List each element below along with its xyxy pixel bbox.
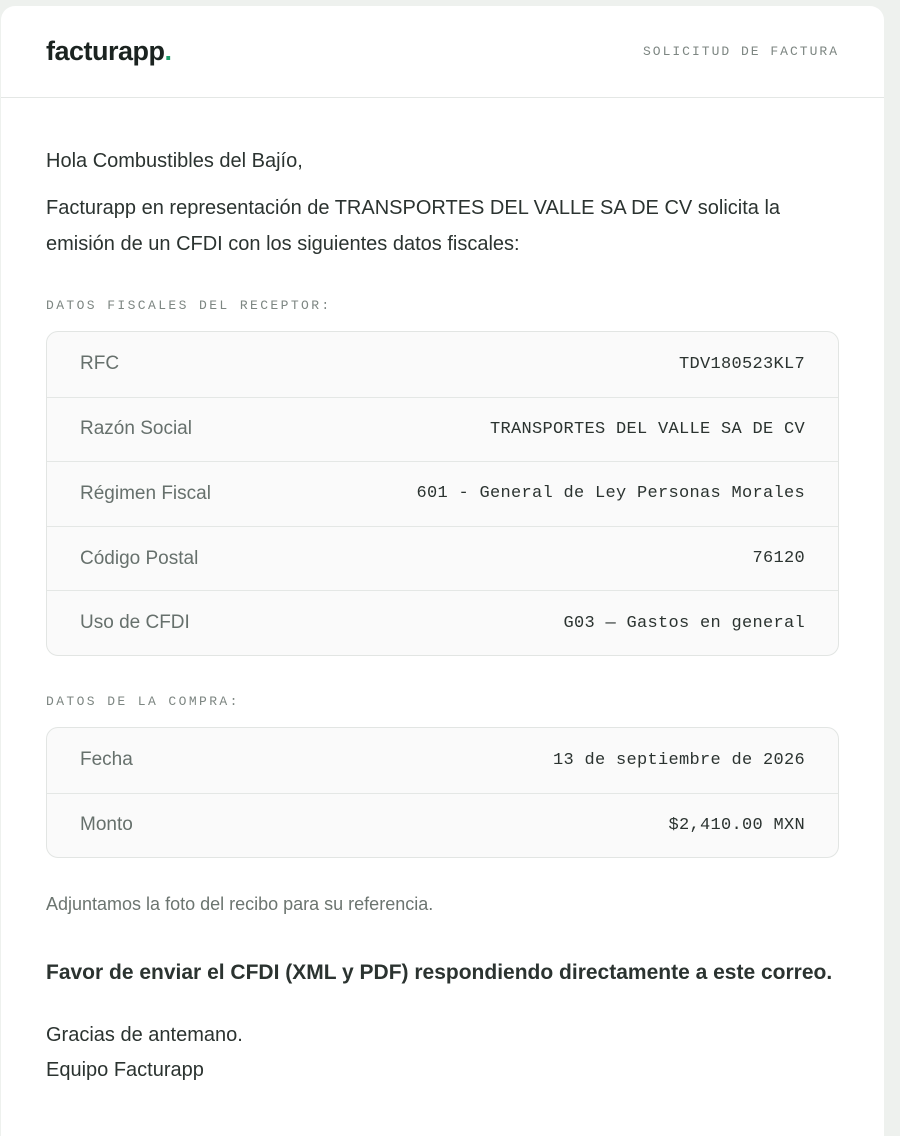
signoff [46,1018,839,1088]
signoff-thanks: Gracias de antemano. [46,1024,243,1047]
row-label-uso-cfdi: Uso de CFDI [80,612,190,634]
row-value-uso-cfdi: G03 — Gastos en general [563,613,805,633]
compra-section-label: DATOS DE LA COMPRA: [46,693,240,709]
email-header [1,6,884,98]
greeting: Hola Combustibles del Bajío, [46,150,303,172]
row-label-razon-social: Razón Social [80,418,192,440]
row-label-rfc: RFC [80,353,120,375]
row-label-codigo-postal: Código Postal [80,547,199,569]
row-value-codigo-postal: 76120 [752,549,805,569]
intro-paragraph: Facturapp en representación de TRANSPORTES DEL VALLE SA DE CV solicita la emisión de un CFDI con los siguientes datos fiscales: [46,197,781,255]
table-row [47,332,838,397]
header-tag: SOLICITUD DE FACTURA [642,44,839,59]
signoff-team: Equipo Facturapp [46,1059,204,1082]
fiscal-data-table [46,331,839,656]
email-body [1,148,884,1088]
table-row [47,590,838,655]
row-value-razon-social: TRANSPORTES DEL VALLE SA DE CV [489,419,805,439]
row-label-monto: Monto [80,814,133,836]
compra-data-table [46,727,839,858]
row-label-regimen-fiscal: Régimen Fiscal [80,482,211,504]
facturapp-logo [46,36,172,67]
table-row [47,526,838,591]
row-value-rfc: TDV180523KL7 [678,354,805,374]
reply-instructions: Favor de enviar el CFDI (XML y PDF) respondiendo directamente a este correo. [46,961,833,985]
row-value-monto: $2,410.00 MXN [668,815,805,835]
receipt-note: Adjuntamos la foto del recibo para su referencia. [46,894,434,915]
fiscal-section-label: DATOS FISCALES DEL RECEPTOR: [46,298,332,313]
row-value-regimen-fiscal: 601 - General de Ley Personas Morales [416,484,805,504]
table-row [47,397,838,462]
logo-dot: . [164,36,172,66]
table-row [47,793,838,858]
table-row [47,461,838,526]
table-row [47,728,838,793]
logo-text: facturapp [46,36,165,66]
row-value-fecha: 13 de septiembre de 2026 [552,750,805,770]
row-label-fecha: Fecha [80,749,133,771]
email-card [1,6,884,1136]
